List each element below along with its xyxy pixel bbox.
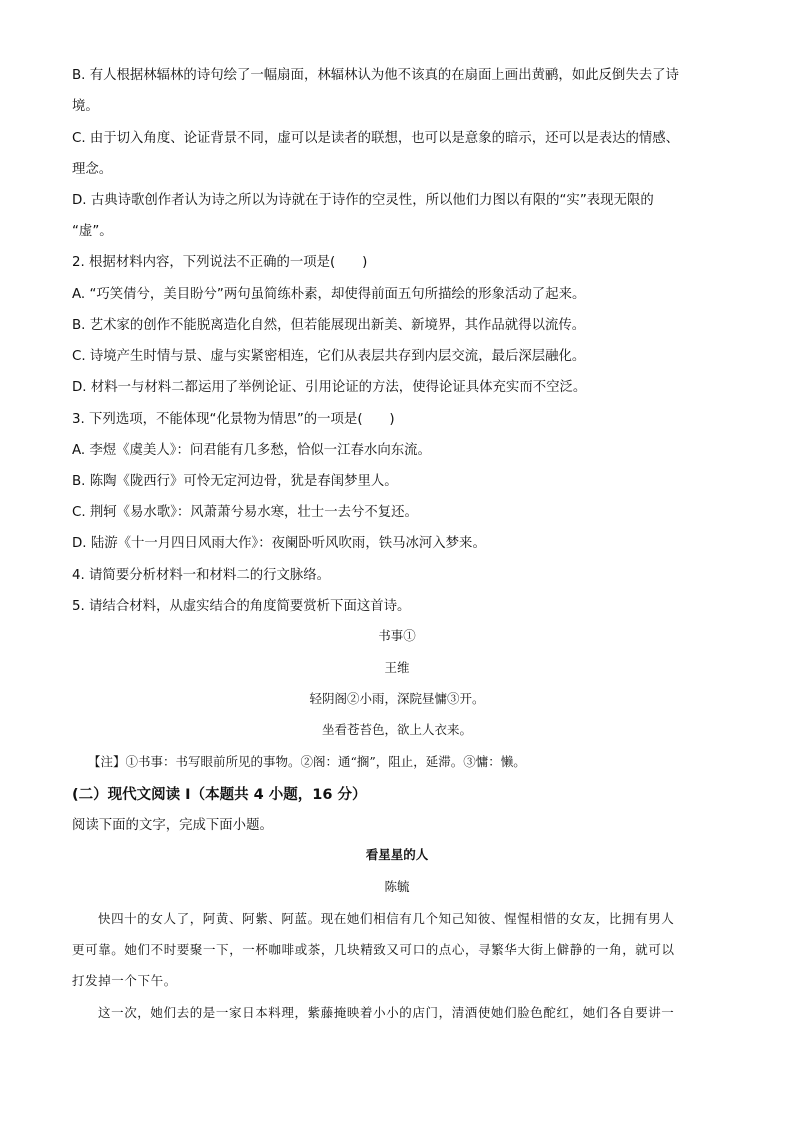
q2-option-a: A. “巧笑倩兮，美目盼兮”两句虽简练朴素，却使得前面五句所描绘的形象活动了起来。 xyxy=(72,287,586,302)
q3-option-a: A. 李煜《虞美人》：问君能有几多愁，恰似一江春水向东流。 xyxy=(72,443,431,458)
section-instruction: 阅读下面的文字，完成下面小题。 xyxy=(72,818,273,833)
section-heading: (二）现代文阅读 I（本题共 4 小题，16 分） xyxy=(72,787,367,803)
q1-option-c-line2: 理念。 xyxy=(72,162,113,177)
poem-note: 【注】①书事：书写眼前所见的事物。②阁：通“搁”，阻止，延滞。③慵：懒。 xyxy=(88,754,526,769)
q3-option-c: C. 荆轲《易水歌》：风萧萧兮易水寒，壮士一去兮不复还。 xyxy=(72,505,418,520)
q1-option-b-line1: B. 有人根据林辐林的诗句绘了一幅扇面，林辐林认为他不该真的在扇面上画出黄鹂，如此反倒失去了诗 xyxy=(72,68,679,83)
q4-stem: 4. 请简要分析材料一和材料二的行文脉络。 xyxy=(72,568,331,583)
q2-option-c: C. 诗境产生时情与景、虚与实紧密相连，它们从表层共存到内层交流，最后深层融化。 xyxy=(72,349,586,364)
poem-line-1: 轻阴阁②小雨，深院昼慵③开。 xyxy=(309,691,485,706)
story-paragraph-1-line-3: 打发掉一个下午。 xyxy=(72,973,177,988)
poem-title: 书事① xyxy=(378,628,416,643)
poem-line-2: 坐看苍苔色，欲上人衣来。 xyxy=(321,722,472,737)
q2-option-b: B. 艺术家的创作不能脱离造化自然，但若能展现出新美、新境界，其作品就得以流传。 xyxy=(72,318,586,333)
q3-option-d: D. 陆游《十一月四日风雨大作》：夜阑卧听风吹雨，铁马冰河入梦来。 xyxy=(72,536,486,551)
q1-option-c-line1: C. 由于切入角度、论证背景不同，虚可以是读者的联想，也可以是意象的暗示，还可以是表达的情感、 xyxy=(72,131,680,146)
q1-option-d-line1: D. 古典诗歌创作者认为诗之所以为诗就在于诗作的空灵性，所以他们力图以有限的“实”表现无限的 xyxy=(72,193,654,208)
q2-stem: 2. 根据材料内容，下列说法不正确的一项是( ) xyxy=(72,255,368,270)
q1-option-b-line2: 境。 xyxy=(72,99,99,114)
story-paragraph-2-line-1: 这一次，她们去的是一家日本料理，紫藤掩映着小小的店门，清酒使她们脸色酡红，她们各自要讲一 xyxy=(98,1005,675,1020)
story-title: 看星星的人 xyxy=(365,847,429,862)
story-paragraph-1-line-1: 快四十的女人了，阿黄、阿紫、阿蓝。现在她们相信有几个知己知彼、惺惺相惜的女友，比拥有男人 xyxy=(98,911,675,926)
story-author: 陈毓 xyxy=(384,879,410,894)
q1-option-d-line2: “虚”。 xyxy=(72,224,113,239)
q2-option-d: D. 材料一与材料二都运用了举例论证、引用论证的方法，使得论证具体充实而不空泛。 xyxy=(72,380,587,395)
poem-author: 王维 xyxy=(384,660,410,675)
q5-stem: 5. 请结合材料，从虚实结合的角度简要赏析下面这首诗。 xyxy=(72,599,411,614)
story-paragraph-1-line-2: 更可靠。她们不时要聚一下，一杯咖啡或茶，几块精致又可口的点心，寻繁华大街上僻静的一角，就可以 xyxy=(72,942,675,957)
q3-stem: 3. 下列选项，不能体现“化景物为情思”的一项是( ) xyxy=(72,412,395,427)
q3-option-b: B. 陈陶《陇西行》可怜无定河边骨，犹是春闺梦里人。 xyxy=(72,474,398,489)
